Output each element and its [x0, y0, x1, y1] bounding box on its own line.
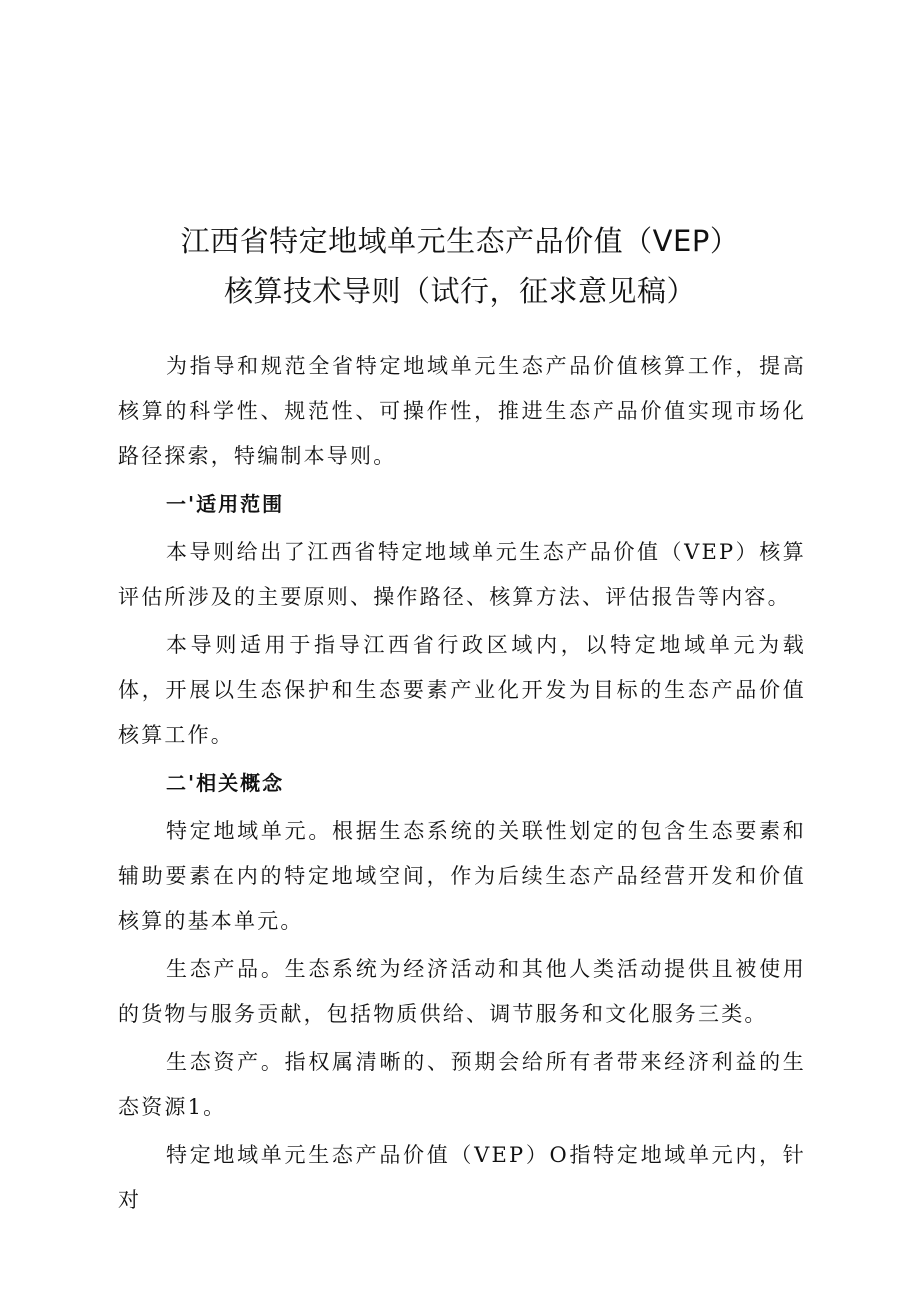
section-heading-scope: 一'适用范围 — [166, 492, 285, 516]
title-line-2: 核算技术导则（试行，征求意见稿） — [223, 274, 696, 308]
document-body — [118, 344, 806, 1226]
title-line-1: 江西省特定地域单元生态产品价值（VEP） — [180, 224, 740, 258]
concept-paragraph-1: 特定地域单元。根据生态系统的关联性划定的包含生态要素和辅助要素在内的特定地域空间，作为后续生态产品经营开发和价值核算的基本单元。 — [118, 819, 806, 933]
scope-paragraph-1: 本导则给出了江西省特定地域单元生态产品价值（VEP）核算评估所涉及的主要原则、操作路径、核算方法、评估报告等内容。 — [118, 540, 806, 609]
document-title — [0, 216, 920, 316]
intro-paragraph: 为指导和规范全省特定地域单元生态产品价值核算工作，提高核算的科学性、规范性、可操作性，推进生态产品价值实现市场化路径探索，特编制本导则。 — [118, 354, 806, 468]
concept-paragraph-3: 生态资产。指权属清晰的、预期会给所有者带来经济利益的生态资源1。 — [118, 1050, 806, 1119]
concept-paragraph-4: 特定地域单元生态产品价值（VEP）O指特定地域单元内，针对 — [118, 1143, 806, 1212]
concept-paragraph-2: 生态产品。生态系统为经济活动和其他人类活动提供且被使用的货物与服务贡献，包括物质供给、调节服务和文化服务三类。 — [118, 957, 806, 1026]
section-heading-concepts: 二'相关概念 — [166, 771, 285, 795]
scope-paragraph-2: 本导则适用于指导江西省行政区域内，以特定地域单元为载体，开展以生态保护和生态要素产业化开发为目标的生态产品价值核算工作。 — [118, 633, 806, 747]
